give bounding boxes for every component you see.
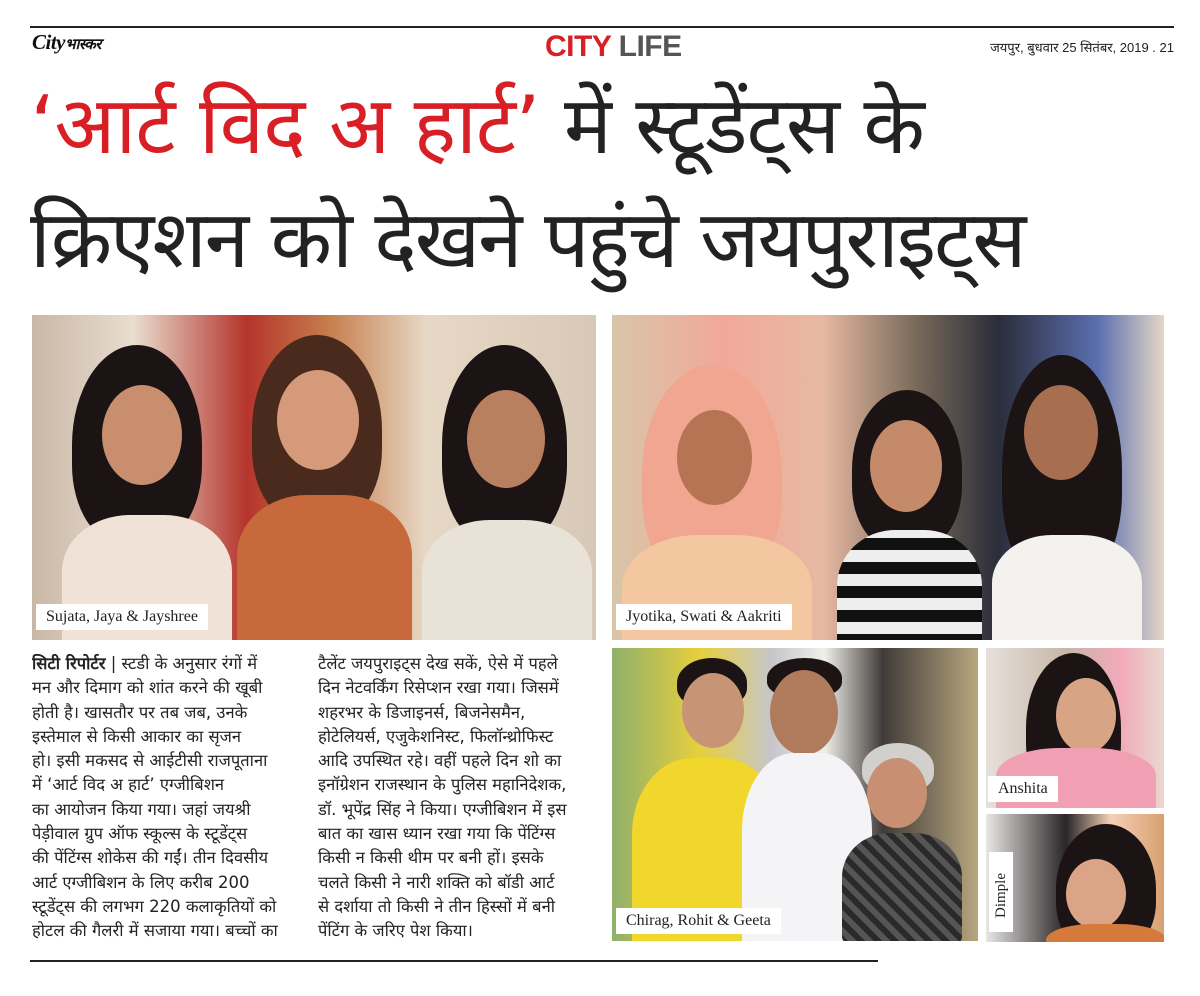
article-line: की पेंटिंग्स शोकेस की गईं। तीन दिवसीय	[32, 848, 269, 868]
article-line: टैलेंट जयपुराइट्स देख सकें, ऐसे में पहले	[318, 654, 558, 673]
byline: सिटी रिपोर्टर	[32, 654, 106, 673]
article-line	[32, 652, 310, 676]
headline-black: में स्टूडेंट्स के	[564, 79, 924, 172]
article-first-line: | स्टडी के अनुसार रंगों में	[105, 654, 258, 673]
caption-photo-5	[989, 852, 1013, 932]
photo-group-1	[32, 315, 596, 640]
masthead-logo	[32, 30, 101, 55]
headline-line-1	[30, 79, 1180, 172]
bottom-rule	[30, 960, 878, 962]
masthead-city: City	[32, 30, 65, 54]
article-line: पेंटिंग के जरिए पेश किया।	[318, 921, 473, 941]
top-rule	[30, 26, 1174, 28]
article-line: आदि उपस्थित रहे। वहीं पहले दिन शो का	[318, 751, 562, 771]
caption-photo-2: Jyotika, Swati & Aakriti	[616, 604, 792, 630]
article-line: इस्तेमाल से किसी आकार का सृजन	[32, 726, 242, 746]
section-title	[545, 30, 682, 64]
article-line: शहरभर के डिजाइनर्स, बिजनेसमैन,	[318, 702, 526, 722]
article-column-1	[32, 652, 310, 944]
masthead-bhaskar: भास्कर	[65, 37, 101, 53]
article-line: का आयोजन किया गया। जहां जयश्री	[32, 799, 251, 819]
article-line: बात का खास ध्यान रखा गया कि पेंटिंग्स	[318, 824, 556, 844]
photo-group-2	[612, 315, 1164, 640]
article-line: डॉ. भूपेंद्र सिंह ने किया। एग्जीबिशन में इस	[318, 799, 567, 819]
article-line: होती है। खासतौर पर तब जब, उनके	[32, 702, 248, 722]
caption-photo-5-text: Dimple	[993, 873, 1009, 918]
article-line: से दर्शाया तो किसी ने तीन हिस्सों में बनी	[318, 896, 556, 916]
caption-photo-4: Anshita	[988, 776, 1058, 802]
photo-anshita	[986, 648, 1164, 808]
dateline: जयपुर, बुधवार 25 सितंबर, 2019 . 21	[990, 40, 1174, 55]
section-life: LIFE	[618, 30, 682, 63]
article-line: दिन नेटवर्किंग रिसेप्शन रखा गया। जिसमें	[318, 678, 559, 698]
headline-line-2: क्रिएशन को देखने पहुंचे जयपुराइट्स	[30, 193, 1025, 286]
photo-group-3	[612, 648, 978, 941]
article-line: मन और दिमाग को शांत करने की खूबी	[32, 678, 263, 698]
caption-photo-3: Chirag, Rohit & Geeta	[616, 908, 781, 934]
article-line: पेड़ीवाल ग्रुप ऑफ स्कूल्स के स्टूडेंट्स	[32, 824, 248, 844]
section-city: CITY	[545, 30, 611, 63]
article-line: चलते किसी ने नारी शक्ति को बॉडी आर्ट	[318, 872, 555, 892]
headline-red: ‘आर्ट विद अ हार्ट’	[30, 79, 540, 172]
article-line: आर्ट एग्जीबिशन के लिए करीब 200	[32, 872, 250, 892]
article-column-2	[318, 652, 598, 944]
article-line: किसी न किसी थीम पर बनी हों। इसके	[318, 848, 544, 868]
article-line: होटल की गैलरी में सजाया गया। बच्चों का	[32, 921, 278, 941]
article-line: हो। इसी मकसद से आईटीसी राजपूताना	[32, 751, 268, 771]
article-line: होटेलियर्स, एजुकेशनिस्ट, फिलॉन्थ्रोफिस्ट	[318, 726, 554, 746]
caption-photo-1: Sujata, Jaya & Jayshree	[36, 604, 208, 630]
article-line: इनॉग्रेशन राजस्थान के पुलिस महानिदेशक,	[318, 775, 567, 795]
article-line: स्टूडेंट्स की लगभग 220 कलाकृतियों को	[32, 896, 277, 916]
article-line: में ‘आर्ट विद अ हार्ट’ एग्जीबिशन	[32, 775, 225, 795]
